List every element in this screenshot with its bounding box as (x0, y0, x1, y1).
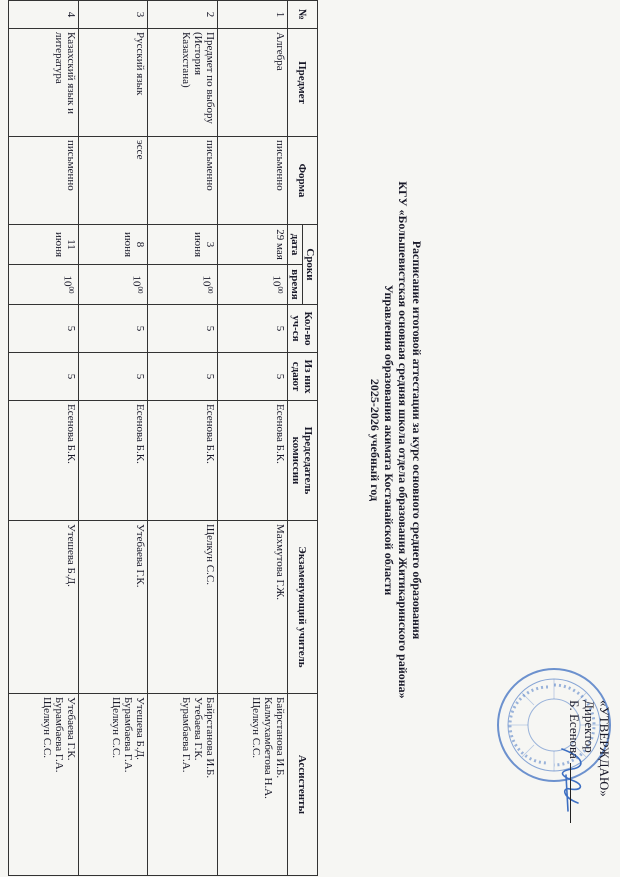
header-dates: Сроки (303, 225, 318, 305)
schedule-table (8, 0, 318, 876)
row-count: 5 (78, 305, 148, 353)
table-row (78, 1, 148, 876)
approval-block (567, 700, 612, 870)
assistant-name: Байрстанова И.Б. (274, 697, 286, 779)
approval-position: Директор (582, 700, 597, 753)
row-teacher: Щелкун С.С. (148, 521, 218, 694)
row-form: эссе (78, 137, 148, 225)
assistant-name: Калмухамбетова Н.А. (262, 697, 274, 799)
table-row (148, 1, 218, 876)
assistant-name: Утешева Б.Д. (134, 697, 147, 760)
row-teacher: Утешева Б.Д. (9, 521, 79, 694)
row-time (218, 265, 288, 305)
header-teacher: Экзаменующий учитель (288, 521, 318, 694)
row-passing: 5 (218, 353, 288, 401)
row-num: 1 (218, 1, 288, 29)
assistant-name: Щелкун С.С. (250, 697, 262, 758)
row-assistants (218, 694, 288, 876)
row-teacher: Махмутова Г.Ж. (218, 521, 288, 694)
assistant-name: Бурамбаева Г.А. (180, 697, 193, 773)
row-num: 2 (148, 1, 218, 29)
header-passing: Из них сдают (288, 353, 318, 401)
assistant-name: Щелкун С.С. (40, 697, 53, 758)
title-line-1: Расписание итоговой аттестации за курс основного среднего образования (410, 240, 424, 640)
row-date: 29 мая (218, 225, 288, 265)
header-assistants: Ассистенты (288, 694, 318, 876)
row-chair: Есенова Б.К. (78, 401, 148, 521)
row-time-minutes: 00 (206, 286, 215, 294)
row-subject: Русский язык (78, 29, 148, 137)
row-time (9, 265, 79, 305)
row-time-minutes: 00 (66, 286, 75, 294)
row-passing: 5 (148, 353, 218, 401)
row-passing: 5 (78, 353, 148, 401)
row-form: письменно (9, 137, 79, 225)
row-passing: 5 (9, 353, 79, 401)
row-count: 5 (218, 305, 288, 353)
assistant-name: Утебаева Г.К. (192, 697, 205, 761)
table-header-row (303, 1, 318, 876)
assistant-name: Щелкун С.С. (110, 697, 123, 758)
row-num: 3 (78, 1, 148, 29)
title-line-2: КГУ «Большевистская основная средняя школа отдела образования Житикаринского района» (396, 181, 410, 699)
table-row (218, 1, 288, 876)
row-num: 4 (9, 1, 79, 29)
header-chair: Председатель комиссии (288, 401, 318, 521)
row-time-minutes: 00 (136, 286, 145, 294)
header-subject: Предмет (288, 29, 318, 137)
header-time: время (288, 265, 303, 305)
row-subject: Алгебра (218, 29, 288, 137)
row-subject: Предмет по выбору (История Казахстана) (148, 29, 218, 137)
row-chair: Есенова Б.К. (148, 401, 218, 521)
title-line-4: 2025-2026 учебный год (368, 378, 382, 502)
row-form: письменно (148, 137, 218, 225)
header-num: № (288, 1, 318, 29)
signature-line (570, 763, 571, 823)
row-time (78, 265, 148, 305)
approval-heading: «УТВЕРЖДАЮ» (597, 700, 612, 797)
document-title (368, 80, 424, 800)
title-line-3: Управления образования акимата Костанайской области (382, 284, 396, 596)
row-assistants (148, 694, 218, 876)
row-count: 5 (148, 305, 218, 353)
row-time-hours: 10 (61, 275, 74, 287)
row-count: 5 (9, 305, 79, 353)
row-date: 11 июня (9, 225, 79, 265)
row-time-hours: 10 (200, 275, 213, 287)
row-assistants (9, 694, 79, 876)
row-time-hours: 10 (130, 275, 143, 287)
row-chair: Есенова Б.К. (9, 401, 79, 521)
assistant-name: Бурамбаева Г.А. (122, 697, 135, 773)
row-chair: Есенова Б.К. (218, 401, 288, 521)
row-date: 8 июня (78, 225, 148, 265)
header-date: дата (288, 225, 303, 265)
row-date: 3 июня (148, 225, 218, 265)
header-count: Кол-во уч-ся (288, 305, 318, 353)
row-form: письменно (218, 137, 288, 225)
row-assistants (78, 694, 148, 876)
table-row (9, 1, 79, 876)
approval-name: Б. Есенова (567, 700, 582, 759)
assistant-name: Утебаева Г.К. (64, 697, 77, 761)
row-time-minutes: 00 (276, 286, 284, 294)
header-form: Форма (288, 137, 318, 225)
row-teacher: Утебаева Г.К. (78, 521, 148, 694)
row-time-hours: 10 (270, 275, 283, 287)
row-subject: Казахский язык и литература (9, 29, 79, 137)
assistant-name: Бурамбаева Г.А. (52, 697, 65, 773)
row-time (148, 265, 218, 305)
assistant-name: Байрстанова И.Б. (204, 697, 217, 779)
